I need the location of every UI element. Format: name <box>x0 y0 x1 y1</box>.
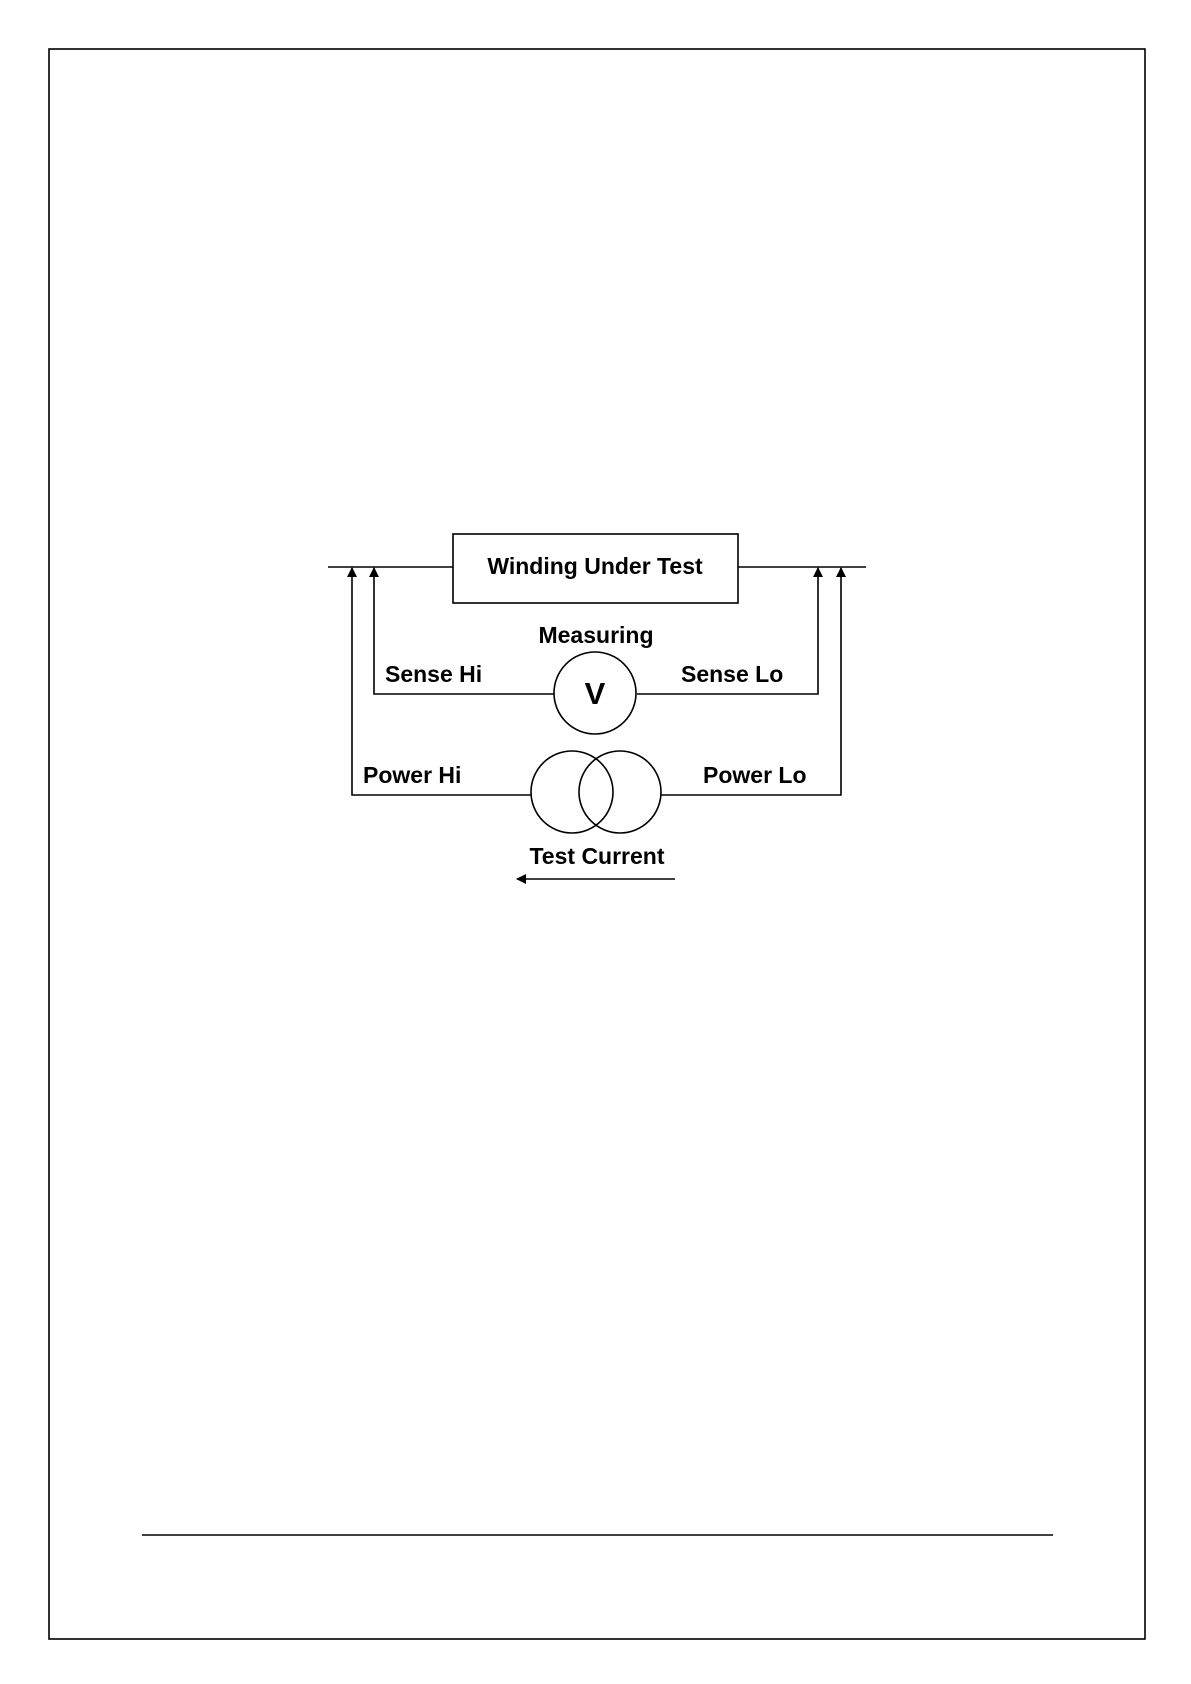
measuring-label: Measuring <box>538 622 654 648</box>
sense-lo-label: Sense Lo <box>681 661 784 687</box>
power-lo-label: Power Lo <box>703 762 807 788</box>
winding-under-test-label: Winding Under Test <box>487 553 703 579</box>
voltmeter-letter: V <box>584 676 606 711</box>
sense-hi-label: Sense Hi <box>385 661 483 687</box>
current-source-symbol <box>531 751 661 833</box>
power-hi-label: Power Hi <box>363 762 462 788</box>
test-current-label: Test Current <box>529 843 665 869</box>
